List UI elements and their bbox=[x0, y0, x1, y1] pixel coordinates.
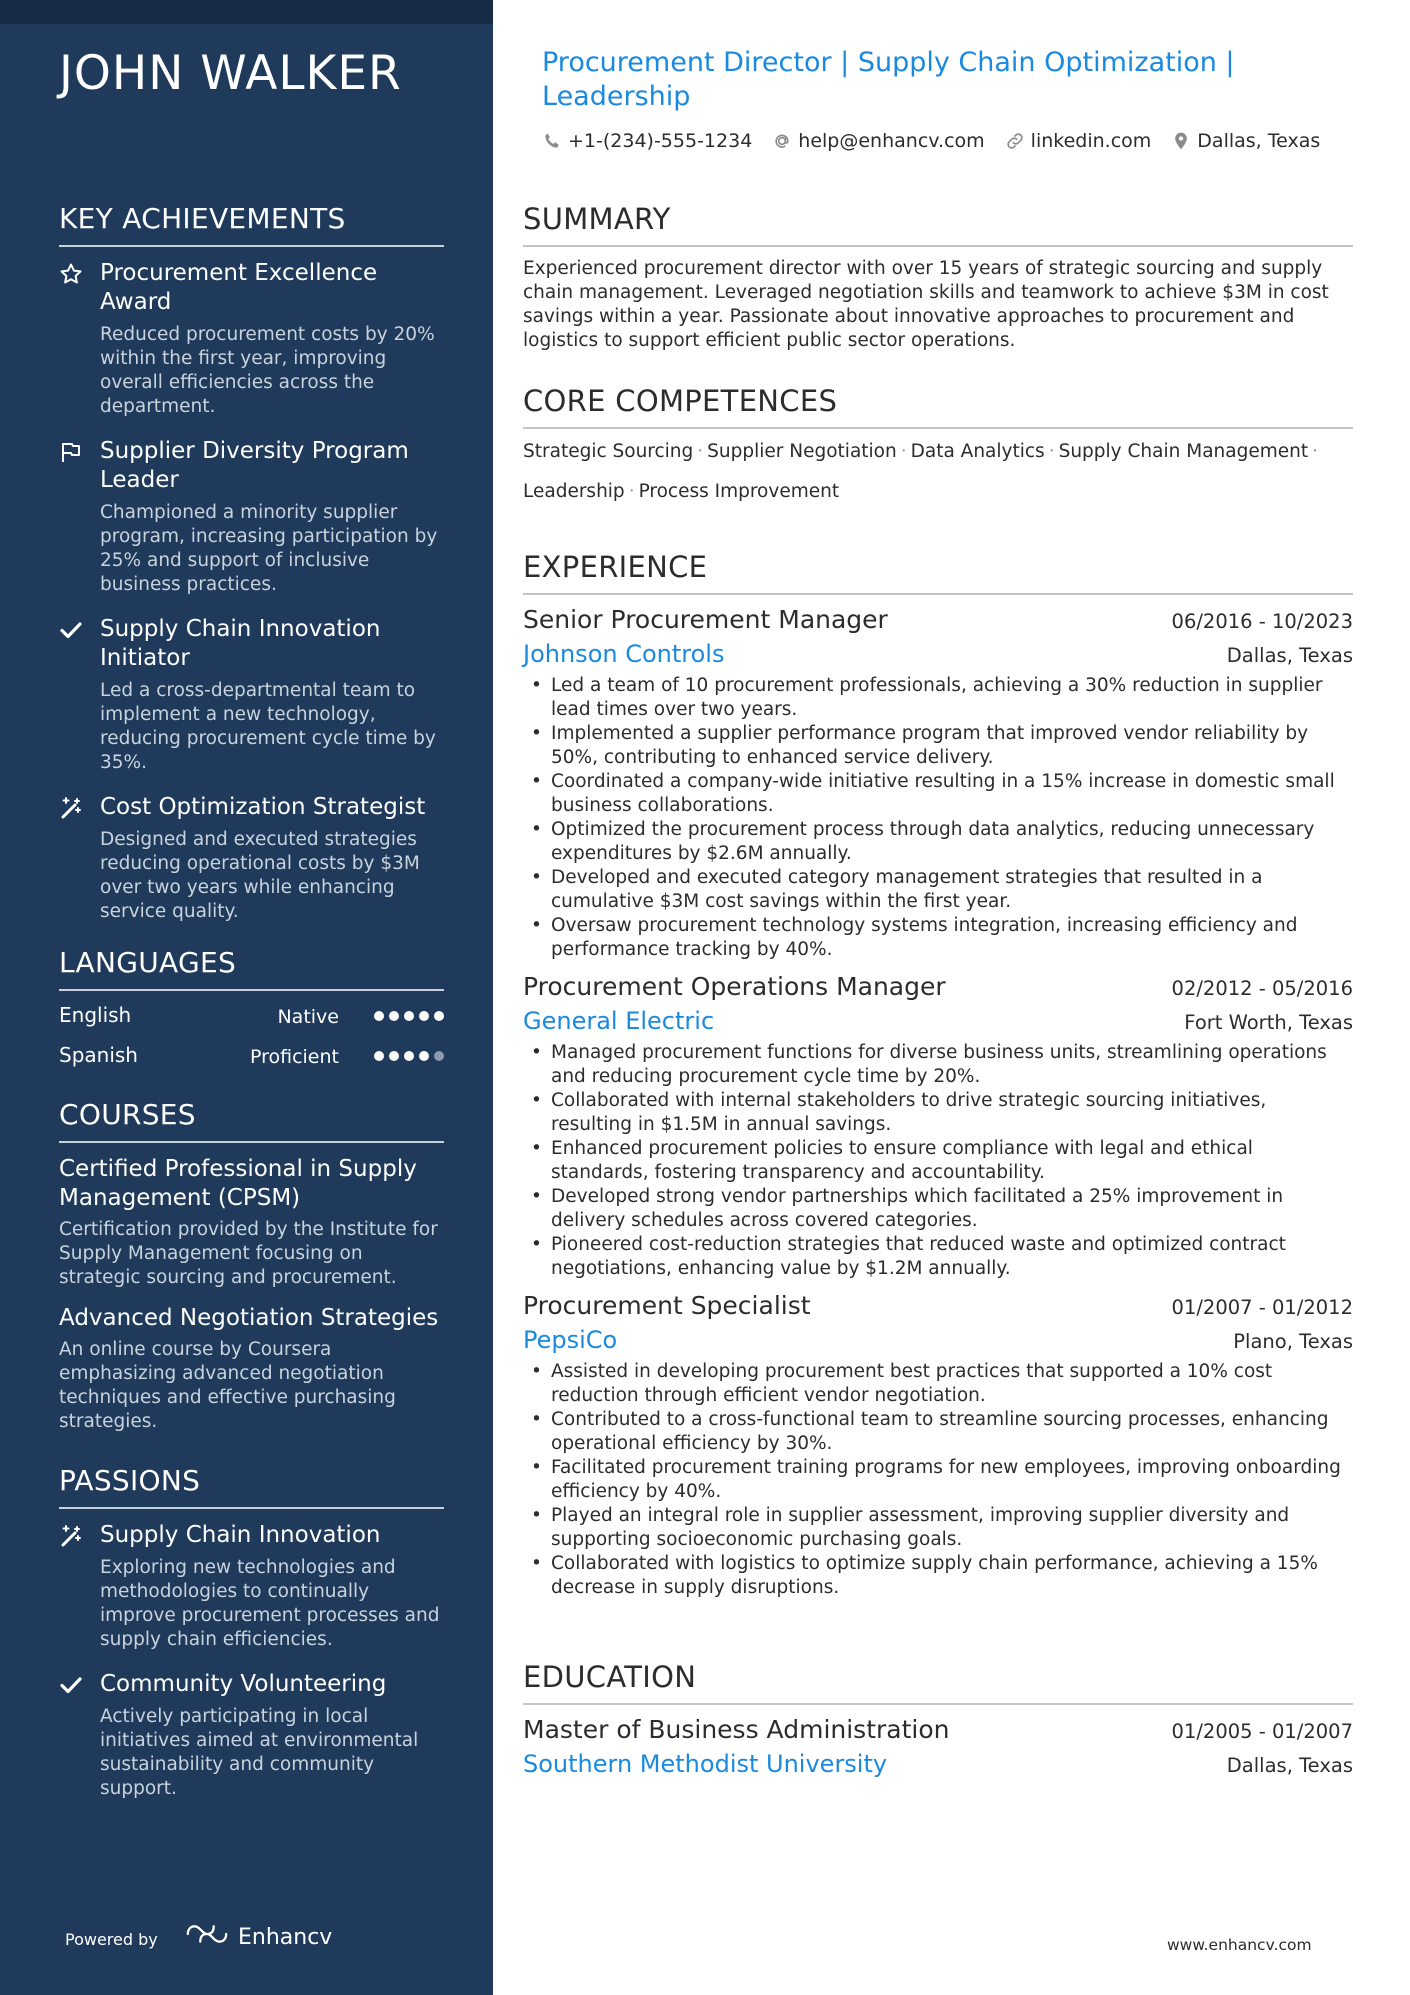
job-bullet: • Developed and executed category management strategies that resulted in a cumulative $3M cost savings within the first year. bbox=[523, 866, 1353, 914]
summary-section bbox=[523, 202, 1353, 353]
magic-wand-icon bbox=[59, 796, 85, 822]
achievement-desc: Reduced procurement costs by 20% within the first year, improving overall efficiencies across the department. bbox=[100, 324, 435, 417]
job-location: Dallas, Texas bbox=[1226, 644, 1353, 667]
job-location: Plano, Texas bbox=[1233, 1330, 1353, 1353]
language-row bbox=[59, 1003, 444, 1043]
proficiency-dot bbox=[374, 1011, 384, 1021]
language-proficiency-dots bbox=[374, 1051, 444, 1061]
company-name: General Electric bbox=[523, 1007, 715, 1035]
course-title: Advanced Negotiation Strategies bbox=[59, 1305, 439, 1331]
job-dates: 02/2012 - 05/2016 bbox=[1171, 977, 1353, 1000]
course-desc: Certification provided by the Institute for Supply Management focusing on strategic sourcing and procurement. bbox=[59, 1219, 438, 1288]
job-bullet: • Oversaw procurement technology systems integration, increasing efficiency and performance tracking by 40%. bbox=[523, 914, 1353, 962]
contact-bar bbox=[542, 130, 1320, 152]
job-bullet: • Collaborated with internal stakeholders to drive strategic sourcing initiatives, resulting in $1.5M in annual savings. bbox=[523, 1089, 1353, 1137]
job-bullet: • Pioneered cost-reduction strategies that reduced waste and optimized contract negotiations, enhancing value by $1.2M annually. bbox=[523, 1233, 1353, 1281]
achievement-item bbox=[59, 793, 444, 924]
competences-heading: CORE COMPETENCES bbox=[523, 384, 1353, 429]
achievement-title: Supply Chain Innovation Initiator bbox=[100, 616, 381, 671]
location-icon bbox=[1171, 131, 1191, 151]
experience-heading: EXPERIENCE bbox=[523, 550, 1353, 595]
job-bullets bbox=[523, 674, 1353, 962]
job-bullet: • Led a team of 10 procurement professionals, achieving a 30% reduction in supplier lead times over two years. bbox=[523, 674, 1353, 722]
phone-icon bbox=[542, 131, 562, 151]
job-bullet: • Assisted in developing procurement best practices that supported a 10% cost reduction through efficient vendor negotiation. bbox=[523, 1360, 1353, 1408]
achievement-desc: Championed a minority supplier program, increasing participation by 25% and support of inclusive business practices. bbox=[100, 502, 438, 595]
course-title: Certified Professional in Supply Management (CPSM) bbox=[59, 1156, 417, 1211]
link-icon bbox=[1005, 131, 1025, 151]
proficiency-dot bbox=[434, 1051, 444, 1061]
passion-item bbox=[59, 1670, 444, 1801]
passions-heading: PASSIONS bbox=[59, 1464, 444, 1509]
language-level: Native bbox=[277, 1006, 339, 1028]
proficiency-dot bbox=[419, 1051, 429, 1061]
contact-email-text: help@enhancv.com bbox=[798, 130, 985, 152]
competences-section bbox=[523, 384, 1353, 512]
achievement-item bbox=[59, 437, 444, 597]
contact-email[interactable] bbox=[772, 130, 984, 152]
job-bullet: • Contributed to a cross-functional team to streamline sourcing processes, enhancing operational efficiency by 30%. bbox=[523, 1408, 1353, 1456]
sidebar-top-strip bbox=[0, 0, 493, 24]
competence-item: Supply Chain Management bbox=[1058, 441, 1309, 462]
language-name: English bbox=[59, 1003, 132, 1027]
passion-desc: Actively participating in local initiatives aimed at environmental sustainability and community support. bbox=[100, 1706, 419, 1799]
education-section bbox=[523, 1660, 1353, 1778]
proficiency-dot bbox=[389, 1051, 399, 1061]
candidate-name: JOHN WALKER bbox=[59, 46, 402, 101]
course-desc: An online course by Coursera emphasizing advanced negotiation techniques and effective purchasing strategies. bbox=[59, 1339, 396, 1432]
check-icon bbox=[59, 618, 85, 644]
at-icon bbox=[772, 131, 792, 151]
job-bullets bbox=[523, 1360, 1353, 1600]
contact-phone[interactable] bbox=[542, 130, 752, 152]
course-item bbox=[59, 1304, 444, 1434]
proficiency-dot bbox=[419, 1011, 429, 1021]
flag-icon bbox=[59, 440, 85, 466]
achievement-title: Supplier Diversity Program Leader bbox=[100, 438, 409, 493]
job-entry bbox=[523, 605, 1353, 962]
language-row bbox=[59, 1043, 444, 1083]
job-title: Senior Procurement Manager bbox=[523, 605, 888, 634]
achievement-title: Cost Optimization Strategist bbox=[100, 794, 426, 820]
degree-title: Master of Business Administration bbox=[523, 1715, 950, 1744]
education-dates: 01/2005 - 01/2007 bbox=[1171, 1720, 1353, 1743]
job-location: Fort Worth, Texas bbox=[1184, 1011, 1353, 1034]
job-bullet: • Collaborated with logistics to optimize supply chain performance, achieving a 15% decrease in supply disruptions. bbox=[523, 1552, 1353, 1600]
language-level: Proficient bbox=[249, 1046, 339, 1068]
check-icon bbox=[59, 1673, 85, 1699]
language-name: Spanish bbox=[59, 1043, 138, 1067]
competence-item: Leadership bbox=[523, 481, 625, 502]
experience-section bbox=[523, 550, 1353, 1600]
job-dates: 06/2016 - 10/2023 bbox=[1171, 610, 1353, 633]
proficiency-dot bbox=[434, 1011, 444, 1021]
job-bullet: • Enhanced procurement policies to ensure compliance with legal and ethical standards, fostering transparency and accountability. bbox=[523, 1137, 1353, 1185]
job-bullet: • Facilitated procurement training programs for new employees, improving onboarding efficiency by 40%. bbox=[523, 1456, 1353, 1504]
achievement-item bbox=[59, 259, 444, 419]
education-location: Dallas, Texas bbox=[1226, 1754, 1353, 1777]
passions-section bbox=[59, 1464, 444, 1819]
achievements-section bbox=[59, 202, 444, 942]
achievement-desc: Designed and executed strategies reducing operational costs by $3M over two years while enhancing service quality. bbox=[100, 829, 420, 922]
passion-title: Supply Chain Innovation bbox=[100, 1522, 381, 1548]
competences-list: Strategic Sourcing · Supplier Negotiation · Data Analytics · Supply Chain Management · Leadership · Process Improvement bbox=[523, 441, 1318, 502]
job-bullet: • Optimized the procurement process through data analytics, reducing unnecessary expenditures by $2.6M annually. bbox=[523, 818, 1353, 866]
competence-item: Strategic Sourcing bbox=[523, 441, 694, 462]
job-bullet: • Implemented a supplier performance program that improved vendor reliability by 50%, contributing to enhanced service delivery. bbox=[523, 722, 1353, 770]
achievement-title: Procurement Excellence Award bbox=[100, 260, 378, 315]
job-entry bbox=[523, 1291, 1353, 1600]
magic-wand-icon bbox=[59, 1524, 85, 1550]
languages-section bbox=[59, 946, 444, 1083]
school-name: Southern Methodist University bbox=[523, 1750, 888, 1778]
job-bullets bbox=[523, 1041, 1353, 1281]
education-heading: EDUCATION bbox=[523, 1660, 1353, 1705]
powered-by-label: Powered by bbox=[65, 1930, 158, 1949]
headline: Procurement Director | Supply Chain Optimization | Leadership bbox=[542, 47, 1235, 112]
languages-heading: LANGUAGES bbox=[59, 946, 444, 991]
sidebar bbox=[0, 0, 493, 1995]
summary-heading: SUMMARY bbox=[523, 202, 1353, 247]
enhancv-logo-icon bbox=[184, 1922, 230, 1952]
contact-phone-text: +1-(234)-555-1234 bbox=[568, 130, 753, 152]
footer-url[interactable]: www.enhancv.com bbox=[1167, 1936, 1312, 1954]
job-bullet: • Managed procurement functions for diverse business units, streamlining operations and reducing procurement cycle time by 20%. bbox=[523, 1041, 1353, 1089]
passion-title: Community Volunteering bbox=[100, 1671, 387, 1697]
job-dates: 01/2007 - 01/2012 bbox=[1171, 1296, 1353, 1319]
brand-logo[interactable] bbox=[184, 1922, 332, 1952]
contact-location bbox=[1171, 130, 1320, 152]
company-name: Johnson Controls bbox=[523, 640, 725, 668]
proficiency-dot bbox=[389, 1011, 399, 1021]
courses-heading: COURSES bbox=[59, 1098, 444, 1143]
competence-item: Data Analytics bbox=[910, 441, 1045, 462]
job-entry bbox=[523, 972, 1353, 1281]
job-title: Procurement Specialist bbox=[523, 1291, 811, 1320]
courses-section bbox=[59, 1098, 444, 1448]
job-title: Procurement Operations Manager bbox=[523, 972, 946, 1001]
proficiency-dot bbox=[404, 1051, 414, 1061]
competence-item: Process Improvement bbox=[638, 481, 840, 502]
passion-item bbox=[59, 1521, 444, 1652]
language-proficiency-dots bbox=[374, 1011, 444, 1021]
summary-text: Experienced procurement director with over 15 years of strategic sourcing and supply chain management. Leveraged negotiation skills and teamwork to achieve $3M in cost savings within a year. Passionate about innovative approaches to procurement and logistics to support efficient public sector operations. bbox=[523, 258, 1329, 351]
job-bullet: • Coordinated a company-wide initiative resulting in a 15% increase in domestic small business collaborations. bbox=[523, 770, 1353, 818]
course-item bbox=[59, 1155, 444, 1290]
contact-linkedin-text: linkedin.com bbox=[1030, 130, 1152, 152]
education-entry bbox=[523, 1715, 1353, 1778]
contact-linkedin[interactable] bbox=[1005, 130, 1152, 152]
proficiency-dot bbox=[374, 1051, 384, 1061]
brand-name: Enhancv bbox=[238, 1924, 333, 1950]
contact-location-text: Dallas, Texas bbox=[1197, 130, 1321, 152]
competence-item: Supplier Negotiation bbox=[707, 441, 897, 462]
passion-desc: Exploring new technologies and methodologies to continually improve procurement processes and supply chain efficiencies. bbox=[100, 1557, 440, 1650]
job-bullet: • Played an integral role in supplier assessment, improving supplier diversity and supporting socioeconomic purchasing goals. bbox=[523, 1504, 1353, 1552]
job-bullet: • Developed strong vendor partnerships which facilitated a 25% improvement in delivery schedules across covered categories. bbox=[523, 1185, 1353, 1233]
proficiency-dot bbox=[404, 1011, 414, 1021]
achievement-item bbox=[59, 615, 444, 775]
achievement-desc: Led a cross-departmental team to implement a new technology, reducing procurement cycle time by 35%. bbox=[100, 680, 436, 773]
company-name: PepsiCo bbox=[523, 1326, 618, 1354]
star-icon bbox=[59, 262, 85, 288]
achievements-heading: KEY ACHIEVEMENTS bbox=[59, 202, 444, 247]
